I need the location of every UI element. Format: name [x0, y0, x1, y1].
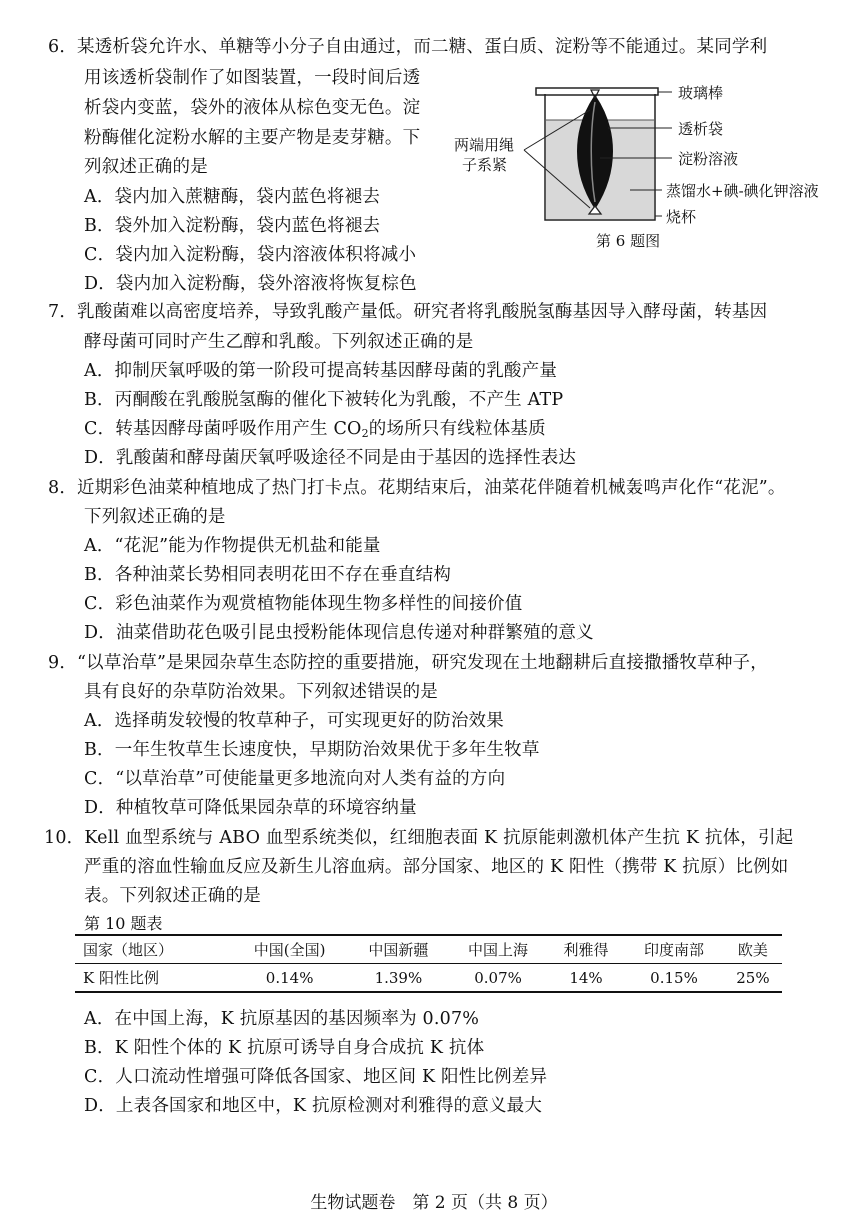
table-cell: 0.07%	[448, 964, 548, 993]
q10-stem-line-3: 表。下列叙述正确的是	[84, 886, 261, 906]
q7-option-b: B．丙酮酸在乳酸脱氢酶的催化下被转化为乳酸，不产生 ATP	[84, 390, 564, 410]
label-iodine-solution: 蒸馏水+碘-碘化钾溶液	[666, 182, 819, 200]
q6-stem-line-4: 粉酶催化淀粉水解的主要产物是麦芽糖。下	[84, 128, 421, 148]
table-header-cell: 中国(全国)	[231, 935, 349, 964]
q6-option-b: B．袋外加入淀粉酶，袋内蓝色将褪去	[84, 216, 381, 236]
table-header-cell: 国家（地区）	[75, 935, 231, 964]
q8-stem-line-1: 8．近期彩色油菜种植地成了热门打卡点。花期结束后，油菜花伴随着机械轰鸣声化作“花泥”。	[48, 478, 786, 498]
q7-option-d: D．乳酸菌和酵母菌厌氧呼吸途径不同是由于基因的选择性表达	[84, 448, 577, 468]
k-positive-ratio-table	[75, 934, 782, 993]
table-cell: 0.14%	[231, 964, 349, 993]
q7-option-c-post: 的场所只有线粒体基质	[368, 419, 546, 439]
label-dialysis-bag: 透析袋	[678, 120, 724, 138]
figure-caption: 第 6 题图	[596, 232, 661, 250]
table-header-cell: 利雅得	[548, 935, 624, 964]
label-tied-line-2: 子系紧	[462, 156, 508, 174]
label-beaker: 烧杯	[666, 208, 697, 226]
q6-stem-line-2: 用该透析袋制作了如图装置，一段时间后透	[84, 68, 421, 88]
label-glass-rod: 玻璃棒	[678, 84, 724, 102]
table-header-cell: 中国新疆	[349, 935, 449, 964]
q10-stem-line-1: 10．Kell 血型系统与 ABO 血型系统类似，红细胞表面 K 抗原能刺激机体产生抗 K 抗体，引起	[44, 828, 794, 848]
q9-stem-line-1: 9．“以草治草”是果园杂草生态防控的重要措施，研究发现在土地翻耕后直接撒播牧草种子，	[48, 653, 768, 673]
q9-option-c: C．“以草治草”可使能量更多地流向对人类有益的方向	[84, 769, 506, 789]
q8-option-a: A．“花泥”能为作物提供无机盐和能量	[84, 536, 381, 556]
q6-option-d: D．袋内加入淀粉酶，袋外溶液将恢复棕色	[84, 274, 417, 294]
table-header-row	[75, 935, 782, 964]
q7-option-c-pre: C．转基因酵母菌呼吸作用产生 CO	[84, 419, 362, 439]
q10-table-title: 第 10 题表	[84, 914, 163, 933]
q8-stem-line-2: 下列叙述正确的是	[84, 507, 226, 527]
label-tied-line-1: 两端用绳	[454, 136, 515, 154]
label-starch-solution: 淀粉溶液	[678, 150, 739, 168]
page-footer: 生物试题卷 第 2 页（共 8 页）	[310, 1193, 558, 1213]
table-cell: K 阳性比例	[75, 964, 231, 993]
q10-option-a: A．在中国上海，K 抗原基因的基因频率为 0.07%	[84, 1009, 480, 1029]
q7-stem-line-2: 酵母菌可同时产生乙醇和乳酸。下列叙述正确的是	[84, 332, 474, 352]
q10-option-c: C．人口流动性增强可降低各国家、地区间 K 阳性比例差异	[84, 1067, 548, 1087]
q7-option-a: A．抑制厌氧呼吸的第一阶段可提高转基因酵母菌的乳酸产量	[84, 361, 558, 381]
q9-option-b: B．一年生牧草生长速度快，早期防治效果优于多年生牧草	[84, 740, 540, 760]
q9-option-d: D．种植牧草可降低果园杂草的环境容纳量	[84, 798, 417, 818]
q6-stem-line-5: 列叙述正确的是	[84, 157, 208, 177]
q9-option-a: A．选择萌发较慢的牧草种子，可实现更好的防治效果	[84, 711, 504, 731]
table-header-cell: 中国上海	[448, 935, 548, 964]
table-cell: 0.15%	[624, 964, 724, 993]
table-header-cell: 印度南部	[624, 935, 724, 964]
q7-option-c-sub: 2	[361, 427, 369, 440]
table-cell: 25%	[724, 964, 782, 993]
q6-figure	[440, 80, 860, 260]
q8-option-b: B．各种油菜长势相同表明花田不存在垂直结构	[84, 565, 452, 585]
q8-option-c: C．彩色油菜作为观赏植物能体现生物多样性的间接价值	[84, 594, 523, 614]
q6-stem-line-3: 析袋内变蓝，袋外的液体从棕色变无色。淀	[84, 98, 421, 118]
q10-option-d: D．上表各国家和地区中，K 抗原检测对利雅得的意义最大	[84, 1096, 543, 1116]
table-row	[75, 964, 782, 993]
q6-option-a: A．袋内加入蔗糖酶，袋内蓝色将褪去	[84, 187, 381, 207]
q7-option-c	[84, 418, 546, 445]
q8-option-d: D．油菜借助花色吸引昆虫授粉能体现信息传递对种群繁殖的意义	[84, 623, 594, 643]
q9-stem-line-2: 具有良好的杂草防治效果。下列叙述错误的是	[84, 682, 438, 702]
q10-stem-line-2: 严重的溶血性输血反应及新生儿溶血病。部分国家、地区的 K 阳性（携带 K 抗原）比例如	[84, 857, 789, 877]
table-cell: 14%	[548, 964, 624, 993]
table-cell: 1.39%	[349, 964, 449, 993]
q10-option-b: B．K 阳性个体的 K 抗原可诱导自身合成抗 K 抗体	[84, 1038, 485, 1058]
q6-option-c: C．袋内加入淀粉酶，袋内溶液体积将减小	[84, 245, 417, 265]
table-header-cell: 欧美	[724, 935, 782, 964]
q6-stem-line-1: 6．某透析袋允许水、单糖等小分子自由通过，而二糖、蛋白质、淀粉等不能通过。某同学利	[48, 37, 768, 57]
q7-stem-line-1: 7．乳酸菌难以高密度培养，导致乳酸产量低。研究者将乳酸脱氢酶基因导入酵母菌，转基因	[48, 302, 768, 322]
